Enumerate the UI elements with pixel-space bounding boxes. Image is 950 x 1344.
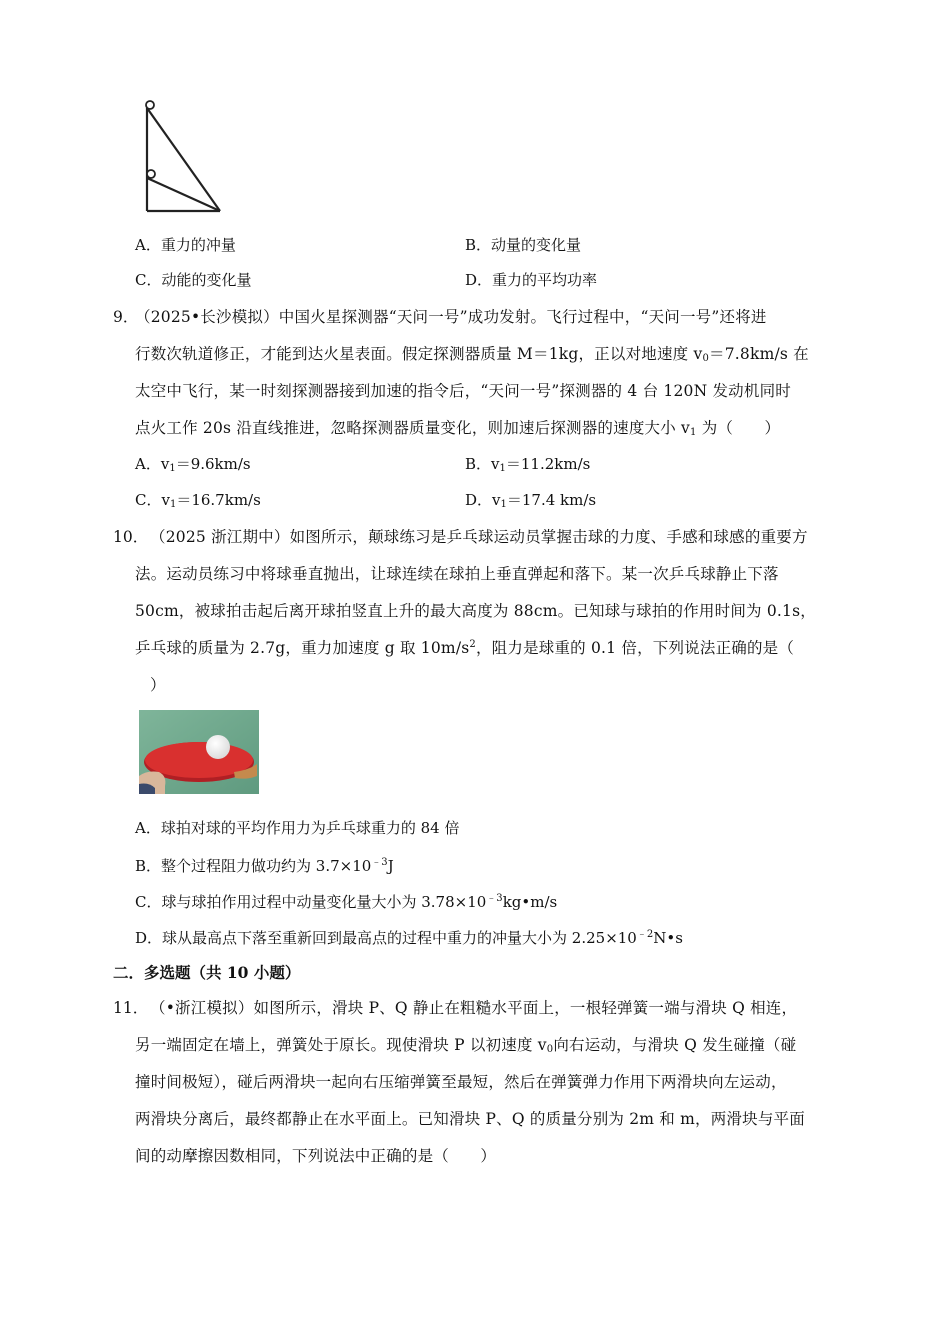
lower-pivot-icon [147,170,155,178]
q9-line-1: （2025•长沙模拟）中国火星探测器“天问一号”成功发射。飞行过程中，“天问一号”还将进 [135,308,767,326]
q9-line-3: 太空中飞行，某一时刻探测器接到加速的指令后，“天问一号”探测器的 4 台 120N 发动机同时 [135,382,791,400]
q8-option-a: A．重力的冲量 [135,236,236,254]
q9-option-a: A．$v_1=9.6km/s$ [135,455,251,474]
q10-line-1: （2025 浙江期中）如图所示，颠球练习是乒乓球运动员掌握击球的力度、手感和球感的重要方 [150,528,808,546]
q10-line-4: 乒乓球的质量为 2.7g，重力加速度 g 取 $10m/s^2$，阻力是球重的 0.1 倍，下列说法正确的是（ [135,639,795,657]
q10-line-3: 50cm，被球拍击起后离开球拍竖直上升的最大高度为 88cm。已知球与球拍的作用时间为 0.1s， [135,602,816,620]
q8-option-d: D．重力的平均功率 [465,271,598,289]
q11-line-4: 两滑块分离后，最终都静止在水平面上。已知滑块 P、Q 的质量分别为 2m 和 m，两滑块与平面 [135,1110,805,1128]
q8-option-b: B．动量的变化量 [465,236,582,254]
q11-line-2: 另一端固定在墙上，弹簧处于原长。现使滑块 P 以初速度 $v_0$向右运动，与滑块 Q 发生碰撞（碰 [135,1036,797,1055]
q10-option-c: C．球与球拍作用过程中动量变化量大小为 $3.78\times 10^{﹣3}kg•m/s$ [135,893,558,911]
section-heading-multiple-choice: 二．多选题（共 10 小题） [113,963,301,982]
q9-option-d: D．$v_1=17.4$ km/s [465,491,597,510]
q11-line-1: （•浙江模拟）如图所示，滑块 P、Q 静止在粗糙水平面上，一根轻弹簧一端与滑块 Q 相连， [150,999,798,1017]
q11-line-5: 间的动摩擦因数相同，下列说法中正确的是（ ） [135,1147,497,1165]
q9-number: 9． [113,308,139,326]
ball-icon [206,735,230,759]
q10-option-a: A．球拍对球的平均作用力为乒乓球重力的 84 倍 [135,819,460,837]
q9-line-4: 点火工作 20s 沿直线推进，忽略探测器质量变化，则加速后探测器的速度大小 $v_1$ 为（ ） [135,419,781,438]
q11-line-3: 撞时间极短），碰后两滑块一起向右压缩弹簧至最短，然后在弹簧弹力作用下两滑块向左运动， [135,1073,787,1091]
q10-line-5: ） [150,676,166,694]
q10-option-d: D．球从最高点下落至重新回到最高点的过程中重力的冲量大小为 $2.25\times 10^{﹣2}N•s$ [135,929,683,947]
paddle-photo [139,710,259,794]
incline-diagram [138,98,228,216]
q9-line-2: 行数次轨道修正，才能到达火星表面。假定探测器质量 M＝1kg，正以对地速度 $v_0=7.8km/s$ 在 [135,345,809,364]
q9-option-c: C．$v_1=16.7km/s$ [135,491,261,510]
q10-number: 10． [113,528,149,546]
q9-option-b: B．$v_1=11.2km/s$ [465,455,591,474]
q10-line-2: 法。运动员练习中将球垂直抛出，让球连续在球拍上垂直弹起和落下。某一次乒乓球静止下落 [135,565,779,583]
q8-option-c: C．动能的变化量 [135,271,252,289]
upper-pivot-icon [146,101,154,109]
q10-option-b: B．整个过程阻力做功约为 $3.7\times 10^{﹣3}J$ [135,857,394,875]
q11-number: 11． [113,999,149,1017]
